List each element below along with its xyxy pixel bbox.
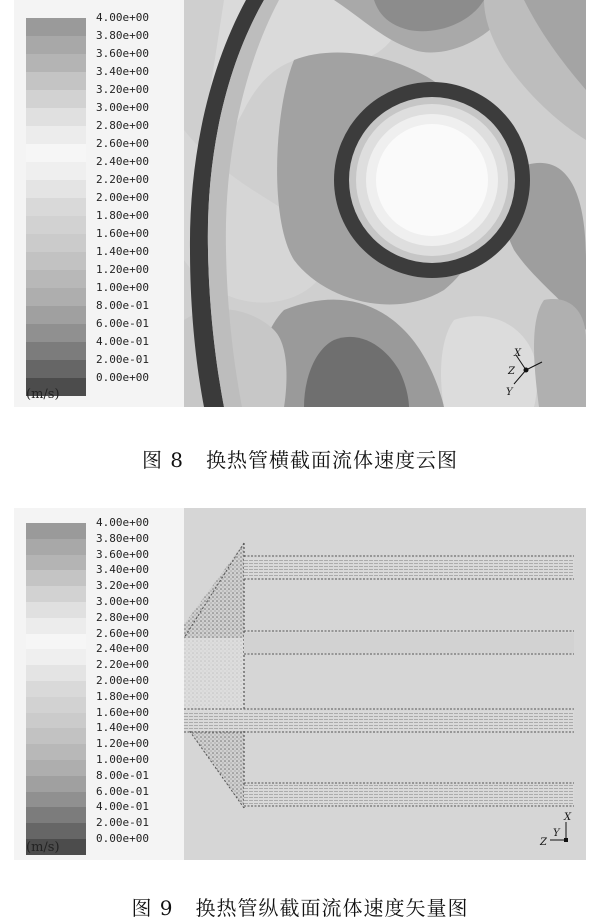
velocity-vector-plot bbox=[184, 508, 586, 860]
axis-label-y: Y bbox=[553, 828, 560, 839]
axis-label-x: X bbox=[514, 348, 522, 359]
legend-swatch bbox=[26, 697, 86, 713]
legend-swatch bbox=[26, 807, 86, 823]
legend-swatch bbox=[26, 570, 86, 586]
legend-swatch bbox=[26, 234, 86, 252]
legend-swatch bbox=[26, 18, 86, 36]
legend-tick-label: 1.00e+00 bbox=[96, 753, 149, 766]
legend-swatch bbox=[26, 776, 86, 792]
legend-tick-label: 4.00e+00 bbox=[96, 516, 149, 529]
legend-tick-label: 4.00e-01 bbox=[96, 800, 149, 814]
legend-tick-label: 3.80e+00 bbox=[96, 531, 149, 545]
legend-swatch bbox=[26, 634, 86, 650]
legend-swatch bbox=[26, 252, 86, 270]
legend-unit: (m/s) bbox=[26, 387, 60, 402]
legend-swatch bbox=[26, 681, 86, 697]
legend-tick-label: 1.60e+00 bbox=[96, 227, 149, 240]
legend-swatch bbox=[26, 649, 86, 665]
legend-tick-label: 8.00e-01 bbox=[96, 768, 149, 782]
legend-tick-label: 2.00e-01 bbox=[96, 816, 149, 830]
legend-swatch bbox=[26, 306, 86, 324]
legend-tick-label: 3.00e+00 bbox=[96, 101, 149, 114]
legend-tick-label: 3.80e+00 bbox=[96, 29, 149, 42]
legend-swatch bbox=[26, 216, 86, 234]
legend-swatch bbox=[26, 324, 86, 342]
axis-label-x: X bbox=[564, 812, 572, 823]
figure-8 bbox=[14, 0, 586, 407]
legend-tick-label: 1.60e+00 bbox=[96, 705, 149, 719]
legend-tick-label: 1.00e+00 bbox=[96, 281, 149, 294]
legend-tick-label: 2.80e+00 bbox=[96, 119, 149, 132]
legend-swatch bbox=[26, 539, 86, 555]
legend-tick-label: 1.20e+00 bbox=[96, 263, 149, 276]
legend-swatch bbox=[26, 108, 86, 126]
velocity-contour-plot bbox=[184, 0, 586, 407]
legend-tick-label: 2.00e+00 bbox=[96, 674, 149, 687]
legend-tick-label: 2.40e+00 bbox=[96, 155, 149, 168]
figure-9-title: 换热管纵截面流体速度矢量图 bbox=[195, 896, 469, 920]
legend-swatch bbox=[26, 823, 86, 839]
legend-unit: (m/s) bbox=[26, 840, 60, 855]
legend-swatch bbox=[26, 180, 86, 198]
legend-tick-label: 2.00e+00 bbox=[96, 191, 149, 204]
legend-swatch bbox=[26, 792, 86, 808]
legend-swatch bbox=[26, 198, 86, 216]
color-legend bbox=[14, 0, 184, 407]
legend-swatch bbox=[26, 602, 86, 618]
legend-tick-label: 3.40e+00 bbox=[96, 65, 149, 78]
legend-swatch bbox=[26, 162, 86, 180]
axis-label-z: Z bbox=[540, 837, 547, 848]
legend-tick-label: 1.80e+00 bbox=[96, 209, 149, 222]
legend-tick-label: 3.20e+00 bbox=[96, 83, 149, 96]
axis-label-y: Y bbox=[506, 387, 513, 398]
legend-swatch bbox=[26, 523, 86, 539]
legend-swatch bbox=[26, 665, 86, 681]
legend-swatch bbox=[26, 744, 86, 760]
figure-8-caption bbox=[0, 444, 600, 473]
legend-swatch bbox=[26, 90, 86, 108]
figure-9 bbox=[14, 508, 586, 860]
legend-tick-label: 6.00e-01 bbox=[96, 784, 149, 798]
legend-swatch bbox=[26, 72, 86, 90]
legend-tick-label: 3.60e+00 bbox=[96, 547, 149, 561]
legend-tick-label: 2.60e+00 bbox=[96, 626, 149, 640]
legend-tick-label: 2.40e+00 bbox=[96, 642, 149, 656]
legend-tick-label: 2.00e-01 bbox=[96, 353, 149, 366]
legend-swatch bbox=[26, 618, 86, 634]
legend-swatch bbox=[26, 760, 86, 776]
legend-tick-label: 0.00e+00 bbox=[96, 832, 149, 845]
legend-swatch bbox=[26, 144, 86, 162]
legend-tick-label: 3.40e+00 bbox=[96, 563, 149, 577]
figure-9-caption bbox=[0, 892, 600, 921]
legend-tick-label: 1.40e+00 bbox=[96, 245, 149, 258]
legend-swatch bbox=[26, 54, 86, 72]
color-legend bbox=[14, 508, 184, 860]
legend-swatch bbox=[26, 586, 86, 602]
legend-tick-label: 2.20e+00 bbox=[96, 173, 149, 186]
legend-swatch bbox=[26, 360, 86, 378]
figure-8-number: 图 8 bbox=[141, 448, 185, 472]
legend-swatch bbox=[26, 713, 86, 729]
legend-tick-label: 8.00e-01 bbox=[96, 299, 149, 312]
legend-tick-label: 2.80e+00 bbox=[96, 610, 149, 624]
legend-swatch bbox=[26, 555, 86, 571]
legend-tick-label: 4.00e+00 bbox=[96, 11, 149, 24]
legend-tick-label: 1.20e+00 bbox=[96, 737, 149, 751]
figure-8-title: 换热管横截面流体速度云图 bbox=[206, 448, 459, 472]
legend-swatch bbox=[26, 126, 86, 144]
legend-swatch bbox=[26, 342, 86, 360]
legend-tick-label: 3.60e+00 bbox=[96, 47, 149, 60]
axis-label-z: Z bbox=[508, 366, 515, 377]
legend-tick-label: 1.40e+00 bbox=[96, 721, 149, 735]
legend-tick-label: 4.00e-01 bbox=[96, 335, 149, 348]
legend-tick-label: 2.20e+00 bbox=[96, 658, 149, 672]
legend-swatch bbox=[26, 288, 86, 306]
legend-tick-label: 2.60e+00 bbox=[96, 137, 149, 150]
legend-swatch bbox=[26, 728, 86, 744]
figure-9-number: 图 9 bbox=[131, 896, 174, 920]
legend-swatch bbox=[26, 270, 86, 288]
legend-tick-label: 1.80e+00 bbox=[96, 689, 149, 703]
legend-tick-label: 6.00e-01 bbox=[96, 317, 149, 330]
legend-swatch bbox=[26, 36, 86, 54]
legend-tick-label: 0.00e+00 bbox=[96, 371, 149, 384]
legend-tick-label: 3.20e+00 bbox=[96, 579, 149, 593]
legend-tick-label: 3.00e+00 bbox=[96, 595, 149, 608]
